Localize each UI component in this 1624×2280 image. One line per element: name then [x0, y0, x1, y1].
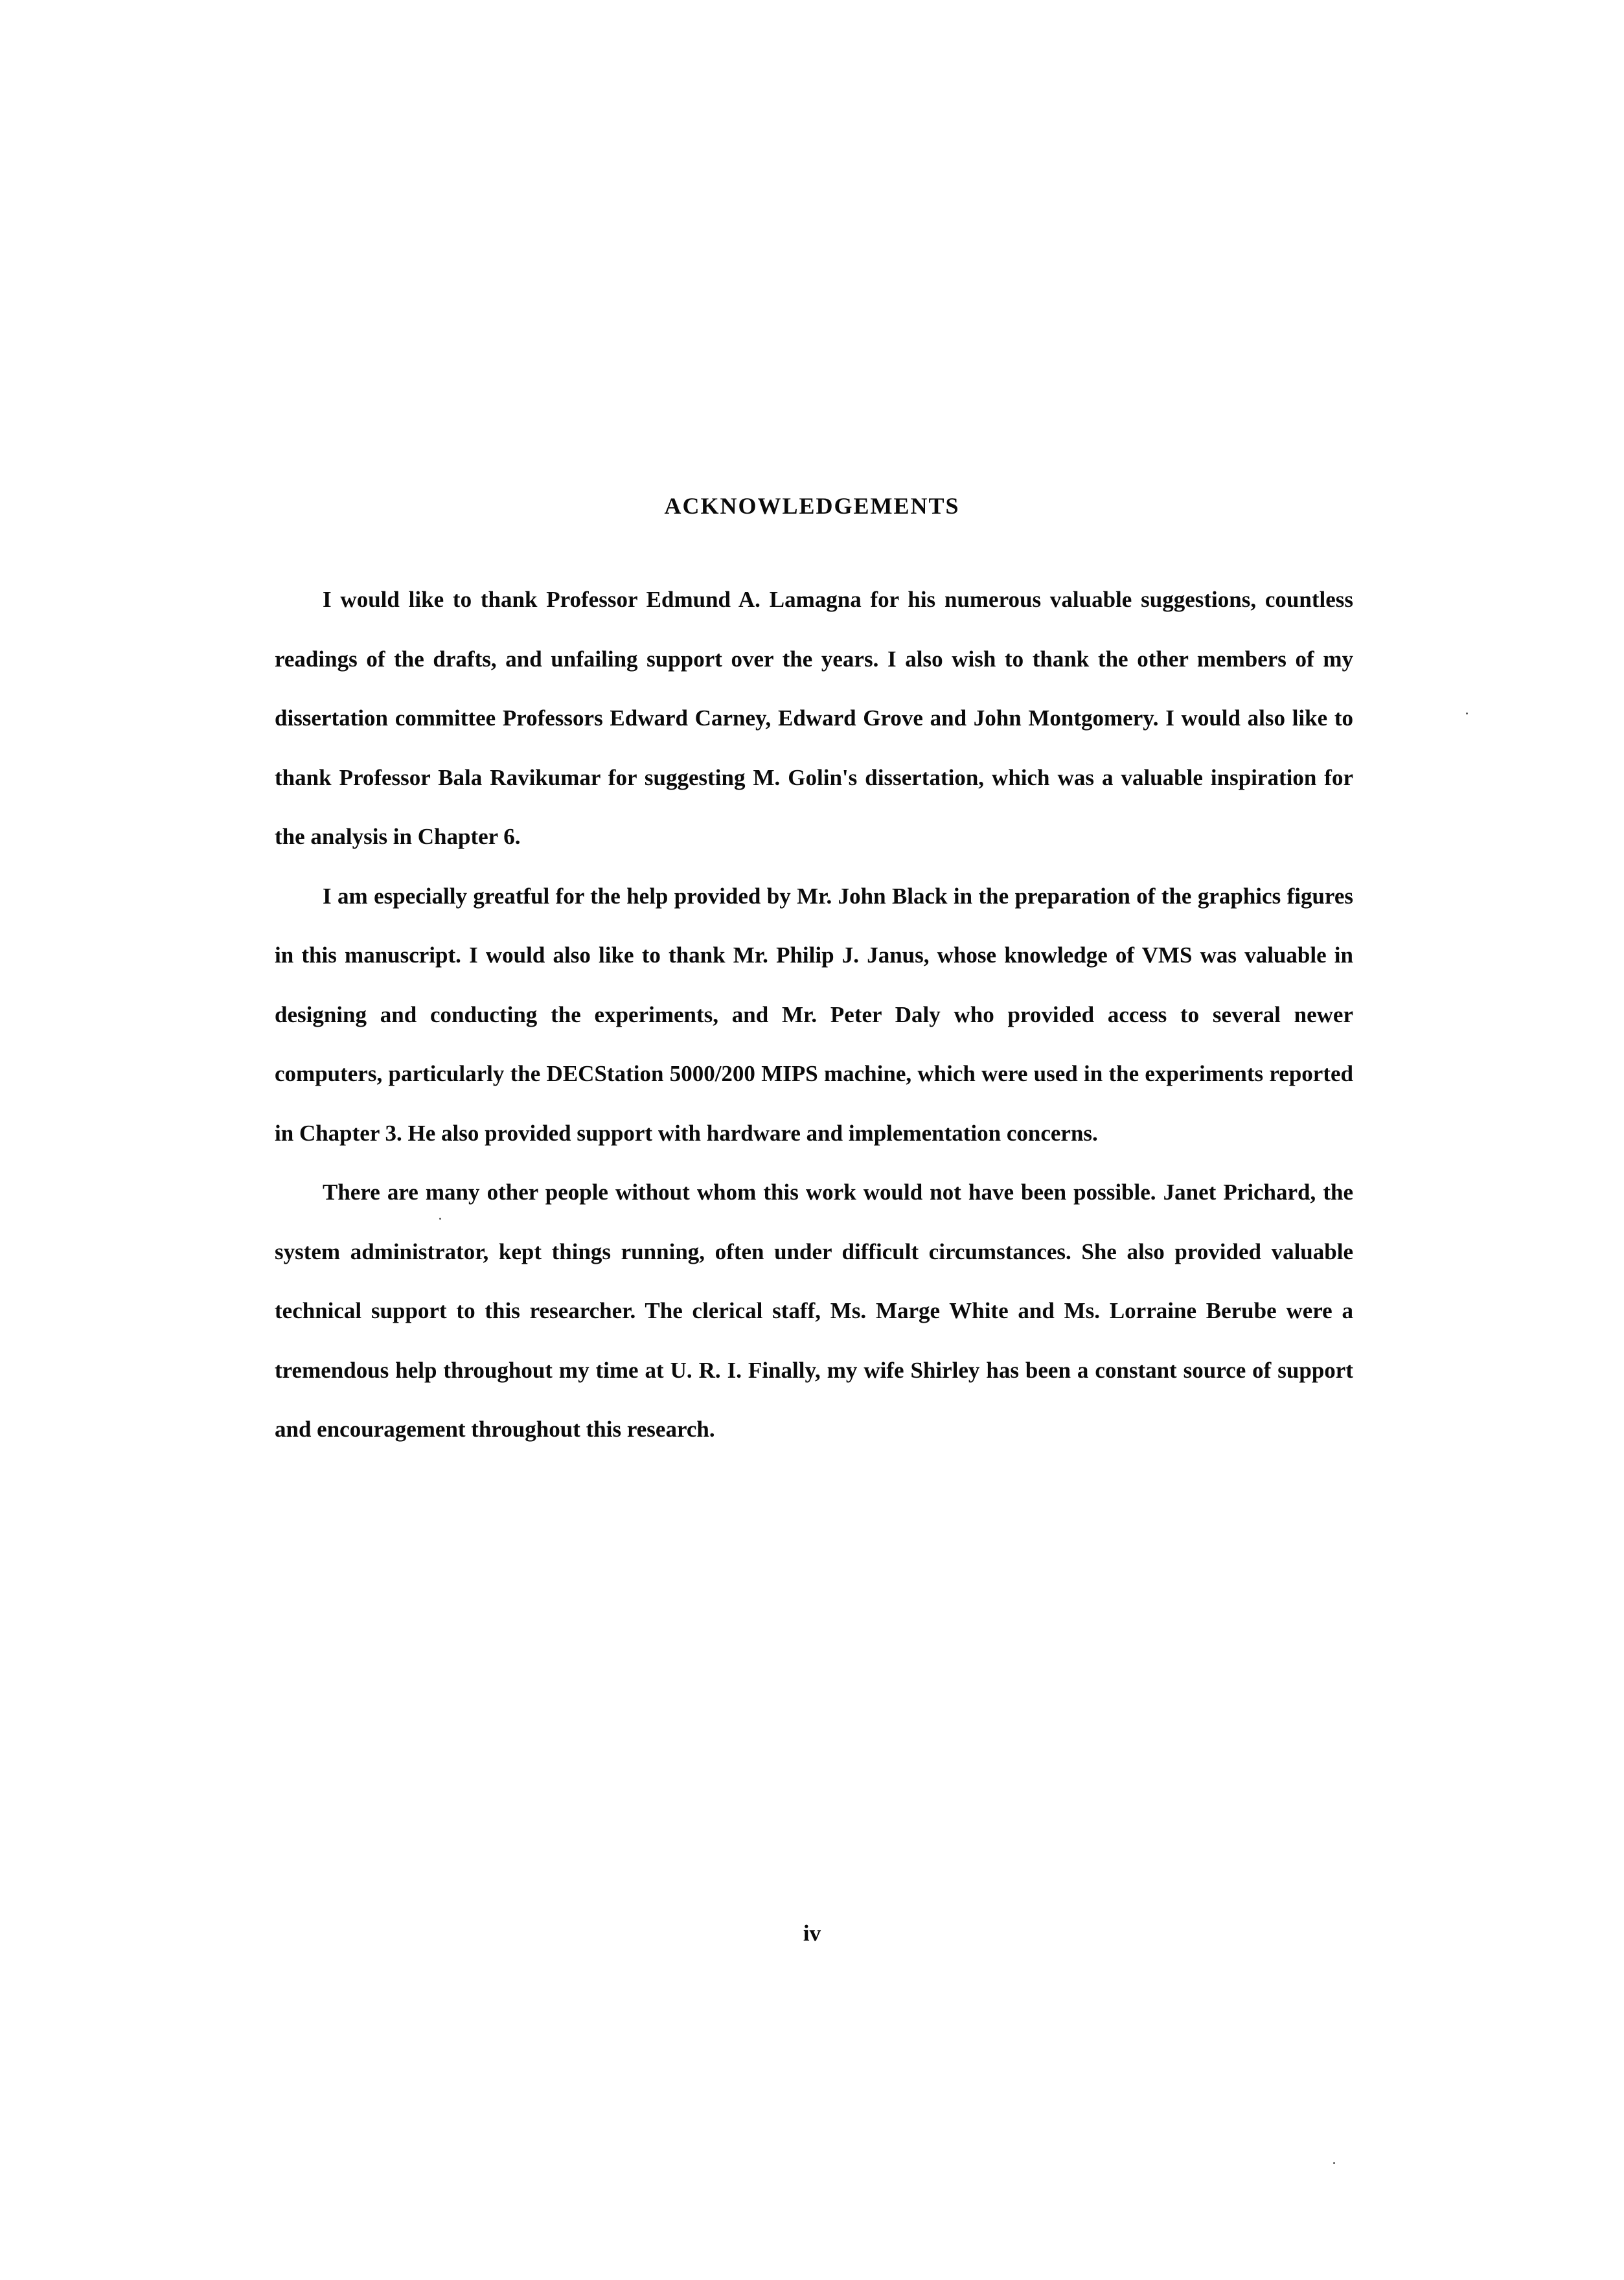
scan-speck — [1333, 2162, 1335, 2164]
page-heading: ACKNOWLEDGEMENTS — [664, 493, 960, 519]
scan-speck — [1466, 712, 1468, 714]
page-number: iv — [803, 1921, 821, 1946]
acknowledgements-body — [275, 570, 1353, 1459]
paragraph-staff-and-family: There are many other people without whom this work would not have been possible. Janet Prichard, the system administrator, kept things running, often under difficult circumstances. She also provided valuable technical support to this researcher. The clerical staff, Ms. Marge White and Ms. Lorraine Berube were a tremendous help throughout my time at U. R. I. Finally, my wife Shirley has been a constant source of support and encouragement throughout this research. — [275, 1180, 1353, 1442]
paragraph-technical-help: I am especially greatful for the help provided by Mr. John Black in the preparation of the graphics figures in this manuscript. I would also like to thank Mr. Philip J. Janus, whose knowledge of VMS was valuable in designing and conducting the experiments, and Mr. Peter Daly who provided access to several newer computers, particularly the DECStation 5000/200 MIPS machine, which were used in the experiments reported in Chapter 3. He also provided support with hardware and implementation concerns. — [275, 883, 1353, 1146]
paragraph-advisor: I would like to thank Professor Edmund A. Lamagna for his numerous valuable suggestions, countless readings of the drafts, and unfailing support over the years. I also wish to thank the other members of my dissertation committee Professors Edward Carney, Edward Grove and John Montgomery. I would also like to thank Professor Bala Ravikumar for suggesting M. Golin's dissertation, which was a valuable inspiration for the analysis in Chapter 6. — [275, 587, 1353, 849]
scan-speck — [439, 1218, 441, 1220]
